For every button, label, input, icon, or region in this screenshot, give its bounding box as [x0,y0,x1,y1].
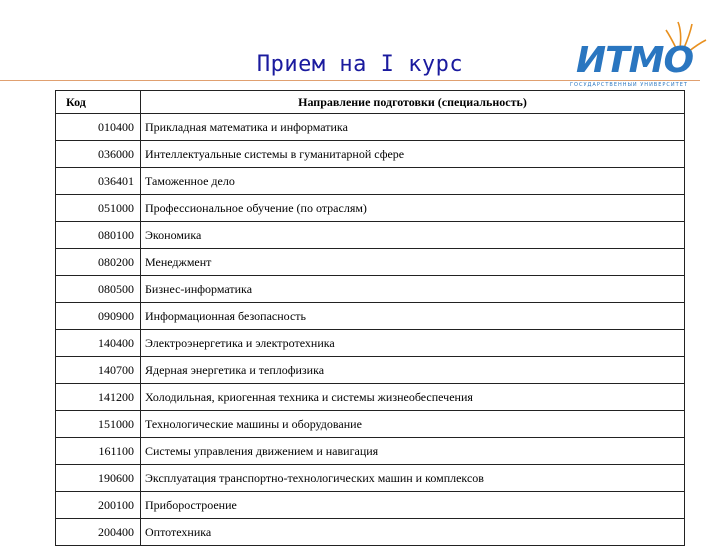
page-title: Прием на I курс [256,52,464,77]
program-name: Экономика [141,222,685,249]
table-row [56,141,685,168]
logo-wordmark: ИТМО [576,40,694,81]
itmo-logo [570,18,710,90]
column-header-program: Направление подготовки (специальность) [141,91,685,114]
table-row [56,114,685,141]
program-name: Бизнес-информатика [141,276,685,303]
program-code: 080200 [56,249,141,276]
program-name: Эксплуатация транспортно-технологических машин и комплексов [141,465,685,492]
programs-table [55,90,685,546]
program-code: 080500 [56,276,141,303]
program-name: Системы управления движением и навигация [141,438,685,465]
program-code: 010400 [56,114,141,141]
program-name: Информационная безопасность [141,303,685,330]
table-row [56,222,685,249]
program-code: 200100 [56,492,141,519]
program-name: Интеллектуальные системы в гуманитарной сфере [141,141,685,168]
program-code: 051000 [56,195,141,222]
program-code: 161100 [56,438,141,465]
program-code: 200400 [56,519,141,546]
table-row [56,330,685,357]
table-row [56,438,685,465]
program-code: 141200 [56,384,141,411]
program-name: Менеджмент [141,249,685,276]
table-row [56,303,685,330]
program-name: Оптотехника [141,519,685,546]
table-row [56,168,685,195]
program-name: Приборостроение [141,492,685,519]
program-code: 190600 [56,465,141,492]
program-code: 036401 [56,168,141,195]
program-name: Таможенное дело [141,168,685,195]
table-row [56,465,685,492]
program-name: Электроэнергетика и электротехника [141,330,685,357]
table-row [56,276,685,303]
table-row [56,519,685,546]
column-header-code: Код [56,91,141,114]
program-code: 151000 [56,411,141,438]
program-code: 036000 [56,141,141,168]
program-code: 090900 [56,303,141,330]
table-row [56,384,685,411]
program-code: 080100 [56,222,141,249]
logo-subtitle: ГОСУДАРСТВЕННЫЙ УНИВЕРСИТЕТ [570,82,688,88]
table-row [56,249,685,276]
table-row [56,195,685,222]
program-name: Ядерная энергетика и теплофизика [141,357,685,384]
program-name: Технологические машины и оборудование [141,411,685,438]
table-header-row [56,91,685,114]
table-row [56,492,685,519]
program-name: Прикладная математика и информатика [141,114,685,141]
program-name: Профессиональное обучение (по отраслям) [141,195,685,222]
table-row [56,411,685,438]
table-row [56,357,685,384]
program-name: Холодильная, криогенная техника и системы жизнеобеспечения [141,384,685,411]
program-code: 140700 [56,357,141,384]
program-code: 140400 [56,330,141,357]
